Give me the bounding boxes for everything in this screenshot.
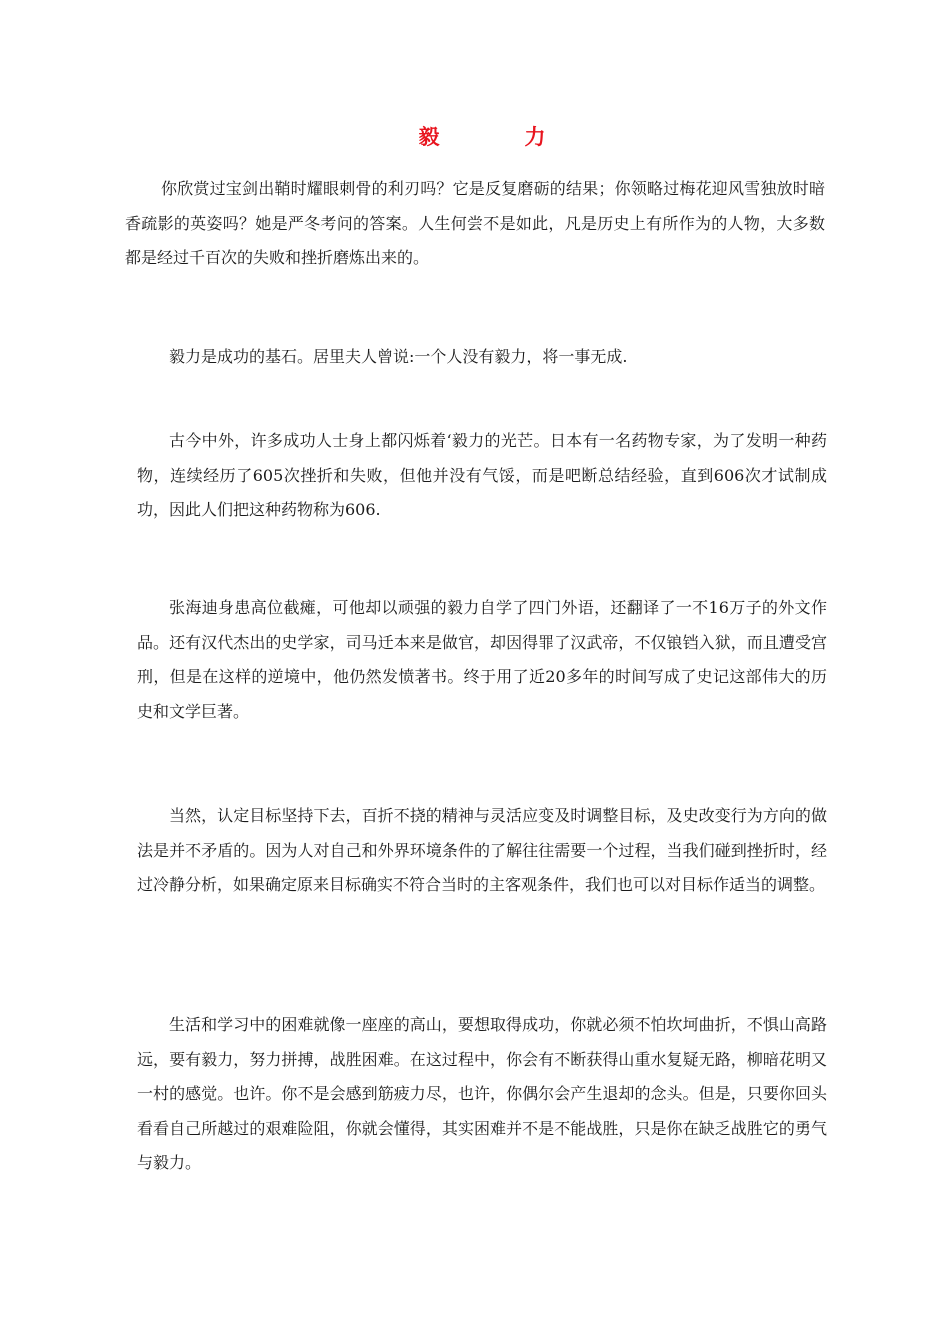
paragraph-3: 古今中外，许多成功人士身上都闪烁着‘毅力的光芒。日本有一名药物专家，为了发明一种药物，连续经历了605次挫折和失败，但他并没有气馁，而是吧断总结经验，直到606次才试制成功，因此人们把这种药物称为606. bbox=[137, 431, 827, 520]
document-page bbox=[125, 0, 827, 1344]
document-title: 毅 力 bbox=[418, 125, 578, 149]
paragraph-6: 生活和学习中的困难就像一座座的高山，要想取得成功，你就必须不怕坎坷曲折，不惧山高路远，要有毅力，努力拼搏，战胜困难。在这过程中，你会有不断获得山重水复疑无路，柳暗花明又一村的感觉。也许。你不是会感到筋疲力尽，也许，你偶尔会产生退却的念头。但是，只要你回头看看自己所越过的艰难险阻，你就会懂得，其实困难并不是不能战胜，只是你在缺乏战胜它的勇气与毅力。 bbox=[137, 1015, 827, 1173]
paragraph-5: 当然，认定目标坚持下去，百折不挠的精神与灵活应变及时调整目标，及史改变行为方向的做法是并不矛盾的。因为人对自己和外界环境条件的了解往往需要一个过程，当我们碰到挫折时，经过冷静分析，如果确定原来目标确实不符合当时的主客观条件，我们也可以对目标作适当的调整。 bbox=[137, 806, 827, 895]
paragraph-2: 毅力是成功的基石。居里夫人曾说:一个人没有毅力，将一事无成. bbox=[169, 347, 628, 366]
paragraph-1: 你欣赏过宝剑出鞘时耀眼刺骨的利刃吗？它是反复磨砺的结果；你领略过梅花迎风雪独放时暗香疏影的英姿吗？她是严冬考问的答案。人生何尝不是如此，凡是历史上有所作为的人物，大多数都是经过千百次的失败和挫折磨炼出来的。 bbox=[125, 179, 825, 268]
paragraph-4: 张海迪身患高位截瘫，可他却以顽强的毅力自学了四门外语，还翻译了一不16万子的外文作品。还有汉代杰出的史学家，司马迁本来是做官，却因得罪了汉武帝，不仅锒铛入狱，而且遭受宫刑，但是在这样的逆境中，他仍然发愤著书。终于用了近20多年的时间写成了史记这部伟大的历史和文学巨著。 bbox=[137, 598, 827, 721]
